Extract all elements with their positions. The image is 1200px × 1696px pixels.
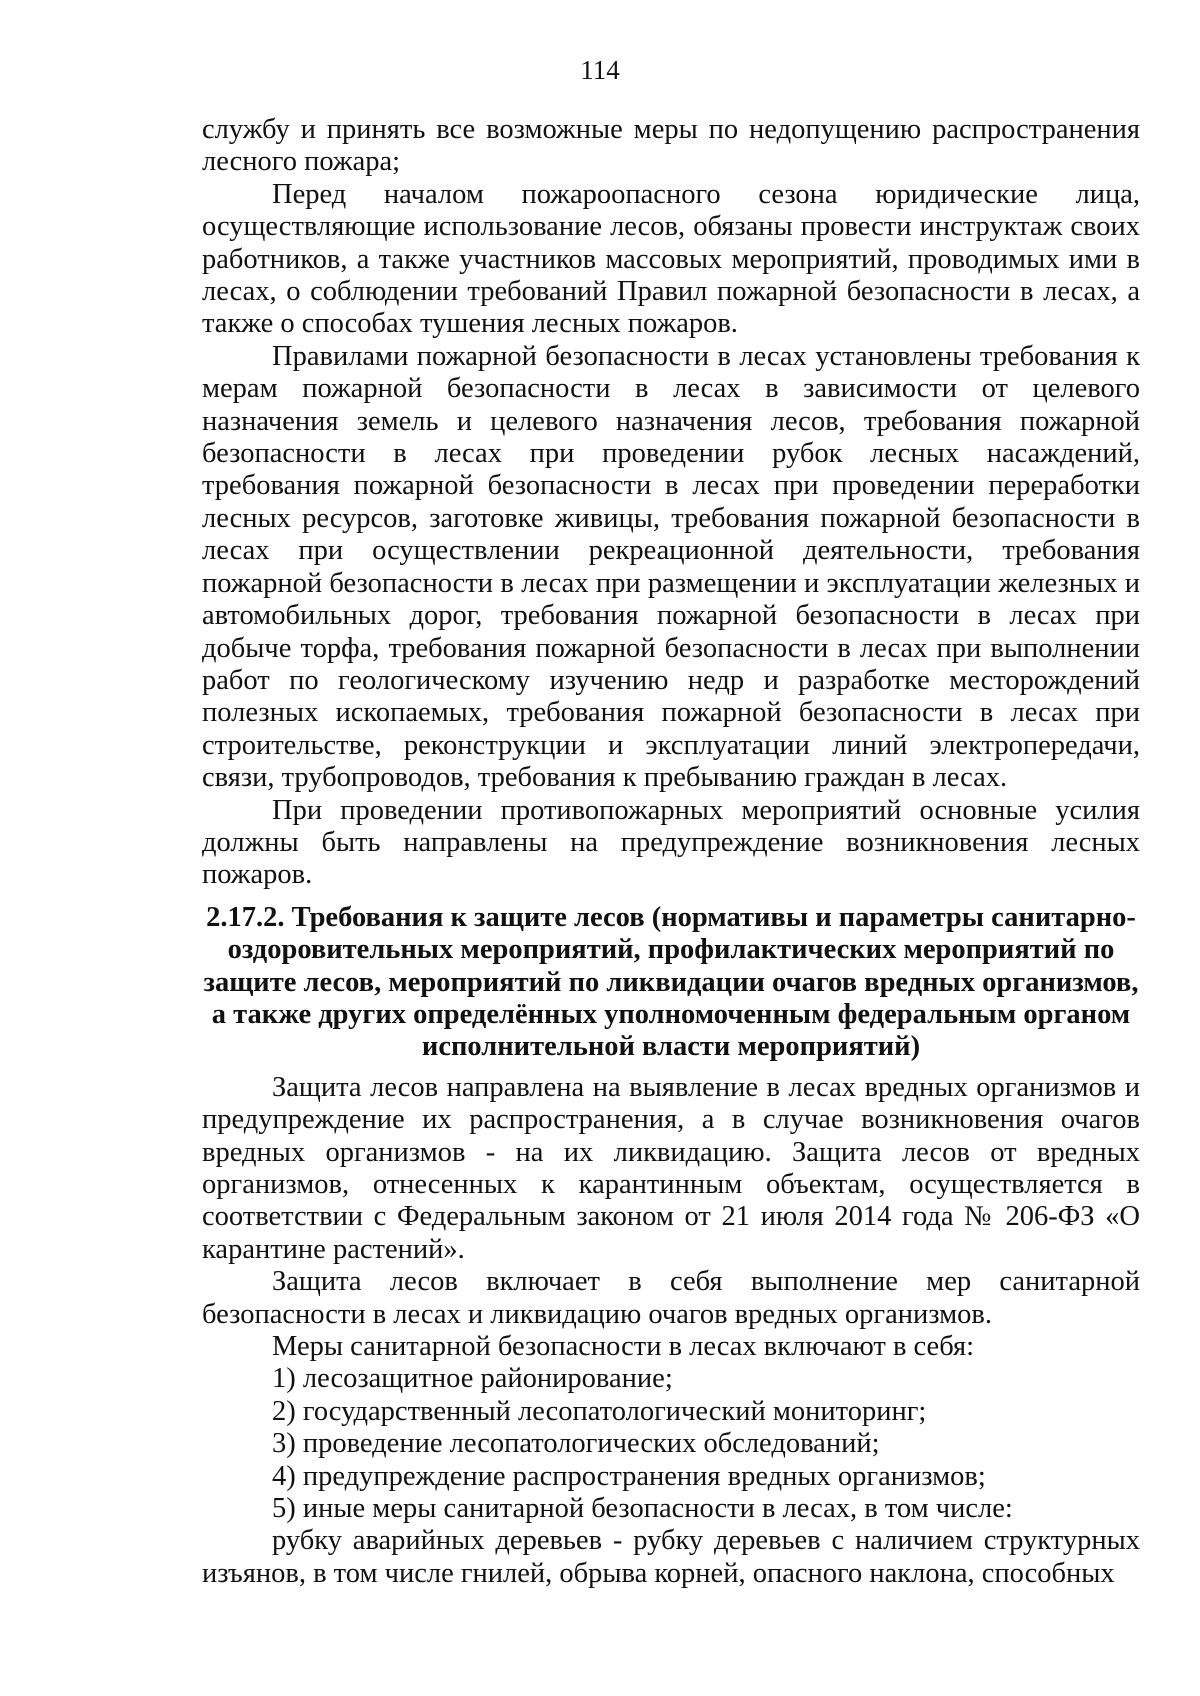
list-item: 3) проведение лесопатологических обследований;: [272, 1428, 880, 1460]
paragraph-fire-rules: Правилами пожарной безопасности в лесах установлены требования к мерам пожарной безопасности в лесах в зависимости от целевого назначения земель и целевого назначения лесов, требования пожарной безопасности в лесах при проведении рубок лесных насаждений, требования пожарной безопасности в лесах при проведении переработки лесных ресурсов, заготовке живицы, требования пожарной безопасности в лесах при осуществлении рекреационной деятельности, требования пожарной безопасности в лесах при размещении и эксплуатации железных и автомобильных дорог, требования пожарной безопасности в лесах при добыче торфа, требования пожарной безопасности в лесах при выполнении работ по геологическому изучению недр и разработке месторождений полезных ископаемых, требования пожарной безопасности в лесах при строительстве, реконструкции и эксплуатации линий электропередачи, связи, трубопроводов, требования к пребыванию граждан в лесах.: [202, 340, 1140, 794]
document-body: [202, 114, 1140, 1590]
paragraph-briefing: Перед началом пожароопасного сезона юридические лица, осуществляющие использование лесов, обязаны провести инструктаж своих работников, а также участников массовых мероприятий, проводимых ими в лесах, о соблюдении требований Правил пожарной безопасности в лесах, а также о способах тушения лесных пожаров.: [202, 178, 1140, 340]
list-item: 5) иные меры санитарной безопасности в лесах, в том числе:: [272, 1493, 1013, 1525]
paragraph-emergency-trees: рубку аварийных деревьев - рубку деревьев с наличием структурных изъянов, в том числе гнилей, обрыва корней, опасного наклона, способных: [202, 1525, 1140, 1589]
paragraph-continuation: службу и принять все возможные меры по недопущению распространения лесного пожара;: [202, 114, 1140, 178]
paragraph-fire-prevention: При проведении противопожарных мероприятий основные усилия должны быть направлены на предупреждение возникновения лесных пожаров.: [202, 794, 1140, 891]
list-item: 1) лесозащитное районирование;: [272, 1363, 673, 1395]
list-item: 4) предупреждение распространения вредных организмов;: [272, 1460, 986, 1492]
paragraph-forest-protection: Защита лесов направлена на выявление в лесах вредных организмов и предупреждение их распространения, а в случае возникновения очагов вредных организмов - на их ликвидацию. Защита лесов от вредных организмов, отнесенных к карантинным объектам, осуществляется в соответствии с Федеральным законом от 21 июля 2014 года № 206-ФЗ «О карантине растений».: [202, 1071, 1140, 1265]
list-item: 2) государственный лесопатологический мониторинг;: [272, 1395, 927, 1427]
section-heading: 2.17.2. Требования к защите лесов (нормативы и параметры санитарно-оздоровительных мероприятий, профилактических мероприятий по защите лесов, мероприятий по ликвидации очагов вредных организмов, а также других определённых уполномоченным федеральным органом исполнительной власти мероприятий): [203, 901, 1139, 1063]
paragraph-protection-includes: Защита лесов включает в себя выполнение мер санитарной безопасности в лесах и ликвидацию очагов вредных организмов.: [202, 1266, 1140, 1330]
page-number: 114: [580, 55, 620, 85]
paragraph-measures-intro: Меры санитарной безопасности в лесах включают в себя:: [272, 1331, 975, 1363]
